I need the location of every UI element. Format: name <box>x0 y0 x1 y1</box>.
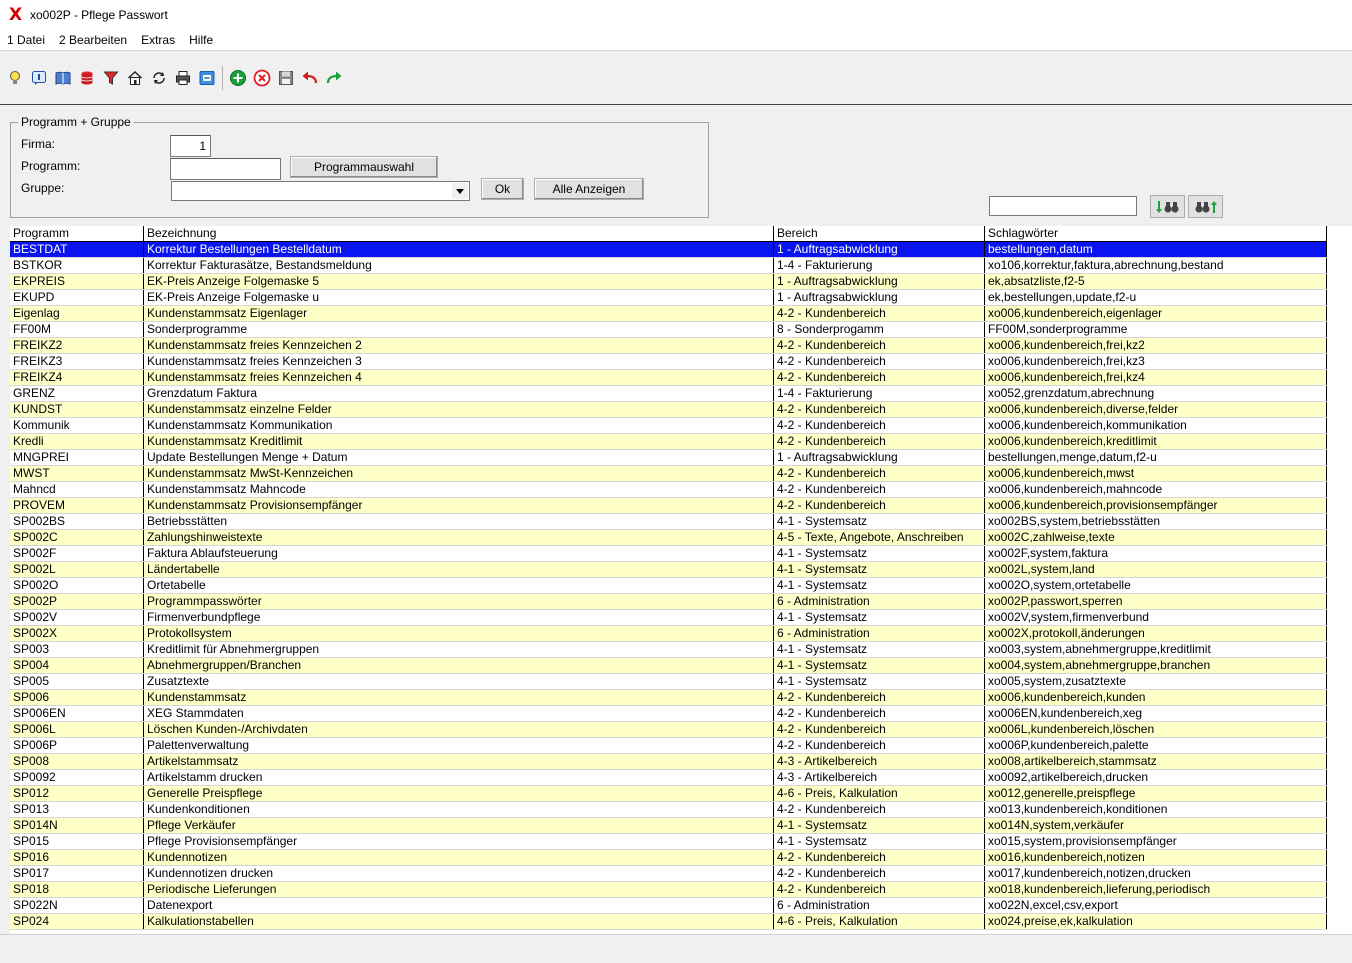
cell-bereich: 4-2 - Kundenbereich <box>774 706 985 721</box>
firma-input[interactable] <box>170 135 211 157</box>
cell-schlagwoerter: xo006,kundenbereich,mwst <box>985 466 1327 481</box>
cell-programm: SP002F <box>10 546 144 561</box>
cell-programm: SP002O <box>10 578 144 593</box>
cell-bereich: 4-2 - Kundenbereich <box>774 690 985 705</box>
cell-bereich: 4-1 - Systemsatz <box>774 578 985 593</box>
cell-bereich: 4-2 - Kundenbereich <box>774 866 985 881</box>
table-row[interactable] <box>10 594 1327 610</box>
cell-schlagwoerter: xo013,kundenbereich,konditionen <box>985 802 1327 817</box>
cell-programm: SP002BS <box>10 514 144 529</box>
table-row[interactable] <box>10 290 1327 306</box>
cell-bereich: 4-2 - Kundenbereich <box>774 722 985 737</box>
table-row[interactable] <box>10 578 1327 594</box>
cell-schlagwoerter: ek,absatzliste,f2-5 <box>985 274 1327 289</box>
cell-programm: SP006 <box>10 690 144 705</box>
cell-bereich: 4-1 - Systemsatz <box>774 546 985 561</box>
table-row[interactable] <box>10 434 1327 450</box>
cell-bereich: 4-2 - Kundenbereich <box>774 354 985 369</box>
cell-bezeichnung: Kundenstammsatz Kommunikation <box>144 418 774 433</box>
find-next-button[interactable] <box>1150 195 1185 218</box>
cell-bezeichnung: Kundenstammsatz Provisionsempfänger <box>144 498 774 513</box>
filter-icon[interactable] <box>99 66 123 90</box>
alle-anzeigen-button[interactable]: Alle Anzeigen <box>534 178 644 200</box>
table-row[interactable] <box>10 770 1327 786</box>
cell-bezeichnung: Sonderprogramme <box>144 322 774 337</box>
cell-bezeichnung: Abnehmergruppen/Branchen <box>144 658 774 673</box>
save-icon[interactable] <box>274 66 298 90</box>
minus-icon[interactable] <box>195 66 219 90</box>
cell-programm: SP005 <box>10 674 144 689</box>
cell-bezeichnung: EK-Preis Anzeige Folgemaske 5 <box>144 274 774 289</box>
binoculars-up-icon <box>1194 199 1218 215</box>
cell-schlagwoerter: xo006,kundenbereich,eigenlager <box>985 306 1327 321</box>
cell-programm: Mahncd <box>10 482 144 497</box>
cell-bereich: 4-1 - Systemsatz <box>774 610 985 625</box>
program-table <box>10 226 1327 934</box>
cell-programm: SP012 <box>10 786 144 801</box>
cell-bezeichnung: Programmpasswörter <box>144 594 774 609</box>
cell-bezeichnung: Update Bestellungen Menge + Datum <box>144 450 774 465</box>
cell-schlagwoerter: xo004,system,abnehmergruppe,branchen <box>985 658 1327 673</box>
cell-schlagwoerter: xo106,korrektur,faktura,abrechnung,bestand <box>985 258 1327 273</box>
cell-schlagwoerter: xo005,system,zusatztexte <box>985 674 1327 689</box>
toolbar-separator <box>222 66 223 90</box>
cell-programm: SP003 <box>10 642 144 657</box>
binoculars-down-icon <box>1156 199 1180 215</box>
menu-bar <box>0 30 1352 51</box>
table-row[interactable] <box>10 322 1327 338</box>
cell-bereich: 4-2 - Kundenbereich <box>774 402 985 417</box>
cell-programm: Eigenlag <box>10 306 144 321</box>
cell-bezeichnung: Kundenstammsatz einzelne Felder <box>144 402 774 417</box>
cell-bereich: 1-4 - Fakturierung <box>774 386 985 401</box>
cell-programm: SP006EN <box>10 706 144 721</box>
cell-schlagwoerter: xo014N,system,verkäufer <box>985 818 1327 833</box>
cell-programm: SP016 <box>10 850 144 865</box>
cell-bereich: 4-2 - Kundenbereich <box>774 434 985 449</box>
home-icon[interactable] <box>123 66 147 90</box>
cell-programm: SP006L <box>10 722 144 737</box>
cell-bereich: 8 - Sonderprogamm <box>774 322 985 337</box>
cell-bezeichnung: Protokollsystem <box>144 626 774 641</box>
cell-programm: SP002L <box>10 562 144 577</box>
gruppe-label: Gruppe: <box>21 181 65 195</box>
cell-bezeichnung: XEG Stammdaten <box>144 706 774 721</box>
table-row[interactable] <box>10 482 1327 498</box>
cell-schlagwoerter: xo008,artikelbereich,stammsatz <box>985 754 1327 769</box>
cell-schlagwoerter: xo006,kundenbereich,frei,kz2 <box>985 338 1327 353</box>
table-row[interactable] <box>10 546 1327 562</box>
cell-schlagwoerter: xo012,generelle,preispflege <box>985 786 1327 801</box>
grid-empty-area <box>1327 226 1352 934</box>
cell-bereich: 4-2 - Kundenbereich <box>774 850 985 865</box>
cell-bereich: 4-2 - Kundenbereich <box>774 738 985 753</box>
cell-schlagwoerter: xo002X,protokoll,änderungen <box>985 626 1327 641</box>
app-logo: X <box>9 5 23 25</box>
cell-bereich: 1 - Auftragsabwicklung <box>774 274 985 289</box>
cell-bezeichnung: Generelle Preispflege <box>144 786 774 801</box>
table-row[interactable] <box>10 466 1327 482</box>
cell-bezeichnung: Pflege Verkäufer <box>144 818 774 833</box>
cell-schlagwoerter: xo0092,artikelbereich,drucken <box>985 770 1327 785</box>
cell-bezeichnung: Ortetabelle <box>144 578 774 593</box>
table-row[interactable] <box>10 402 1327 418</box>
cell-bezeichnung: Kundennotizen drucken <box>144 866 774 881</box>
cell-programm: SP002V <box>10 610 144 625</box>
cell-schlagwoerter: xo006EN,kundenbereich,xeg <box>985 706 1327 721</box>
cell-bezeichnung: Kundennotizen <box>144 850 774 865</box>
table-row[interactable] <box>10 626 1327 642</box>
cell-schlagwoerter: xo006,kundenbereich,kunden <box>985 690 1327 705</box>
cell-schlagwoerter: bestellungen,menge,datum,f2-u <box>985 450 1327 465</box>
cell-programm: EKUPD <box>10 290 144 305</box>
cell-bereich: 1-4 - Fakturierung <box>774 258 985 273</box>
table-row[interactable] <box>10 242 1327 258</box>
table-row[interactable] <box>10 450 1327 466</box>
cell-bezeichnung: Ländertabelle <box>144 562 774 577</box>
refresh-icon[interactable] <box>147 66 171 90</box>
cell-bereich: 6 - Administration <box>774 594 985 609</box>
redo-icon[interactable] <box>322 66 346 90</box>
cell-programm: SP006P <box>10 738 144 753</box>
group-title: Programm + Gruppe <box>18 115 134 129</box>
cell-bezeichnung: Kundenstammsatz Mahncode <box>144 482 774 497</box>
cell-bereich: 4-1 - Systemsatz <box>774 834 985 849</box>
cell-programm: Kredli <box>10 434 144 449</box>
menu-datei[interactable]: 1 Datei <box>7 33 46 47</box>
cell-schlagwoerter: xo002F,system,faktura <box>985 546 1327 561</box>
book-icon[interactable] <box>51 66 75 90</box>
cell-bezeichnung: Kundenstammsatz freies Kennzeichen 3 <box>144 354 774 369</box>
cell-programm: EKPREIS <box>10 274 144 289</box>
cell-schlagwoerter: xo006,kundenbereich,frei,kz3 <box>985 354 1327 369</box>
column-header-programm[interactable]: Programm <box>10 226 144 241</box>
table-row[interactable] <box>10 258 1327 274</box>
cell-programm: FF00M <box>10 322 144 337</box>
cell-bereich: 4-6 - Preis, Kalkulation <box>774 786 985 801</box>
table-row[interactable] <box>10 690 1327 706</box>
cell-bereich: 4-3 - Artikelbereich <box>774 754 985 769</box>
cell-bereich: 4-2 - Kundenbereich <box>774 418 985 433</box>
cell-schlagwoerter: xo006,kundenbereich,kommunikation <box>985 418 1327 433</box>
table-row[interactable] <box>10 850 1327 866</box>
cell-schlagwoerter: xo018,kundenbereich,lieferung,periodisch <box>985 882 1327 897</box>
cell-programm: KUNDST <box>10 402 144 417</box>
programmauswahl-button[interactable]: Programmauswahl <box>290 156 438 178</box>
cell-bezeichnung: EK-Preis Anzeige Folgemaske u <box>144 290 774 305</box>
programm-label: Programm: <box>21 159 81 173</box>
cell-bezeichnung: Kreditlimit für Abnehmergruppen <box>144 642 774 657</box>
cell-bezeichnung: Korrektur Bestellungen Bestelldatum <box>144 242 774 257</box>
cell-bezeichnung: Korrektur Fakturasätze, Bestandsmeldung <box>144 258 774 273</box>
table-row[interactable] <box>10 738 1327 754</box>
cell-bezeichnung: Kalkulationstabellen <box>144 914 774 929</box>
cell-bezeichnung: Kundenstammsatz freies Kennzeichen 4 <box>144 370 774 385</box>
cell-programm: SP002P <box>10 594 144 609</box>
cell-schlagwoerter: bestellungen,datum <box>985 242 1327 257</box>
cell-programm: SP002X <box>10 626 144 641</box>
cell-schlagwoerter: xo006L,kundenbereich,löschen <box>985 722 1327 737</box>
cell-bereich: 4-2 - Kundenbereich <box>774 466 985 481</box>
cell-bezeichnung: Artikelstammsatz <box>144 754 774 769</box>
cell-bezeichnung: Zahlungshinweistexte <box>144 530 774 545</box>
cell-bezeichnung: Löschen Kunden-/Archivdaten <box>144 722 774 737</box>
cell-bereich: 4-3 - Artikelbereich <box>774 770 985 785</box>
cell-bereich: 4-1 - Systemsatz <box>774 514 985 529</box>
delete-icon[interactable] <box>250 66 274 90</box>
cell-bezeichnung: Grenzdatum Faktura <box>144 386 774 401</box>
cell-programm: SP018 <box>10 882 144 897</box>
info-icon[interactable] <box>27 66 51 90</box>
add-icon[interactable] <box>226 66 250 90</box>
lightbulb-icon[interactable] <box>3 66 27 90</box>
cell-schlagwoerter: xo017,kundenbereich,notizen,drucken <box>985 866 1327 881</box>
programm-input[interactable] <box>170 158 281 180</box>
table-row[interactable] <box>10 338 1327 354</box>
cell-bereich: 4-1 - Systemsatz <box>774 674 985 689</box>
cell-bezeichnung: Faktura Ablaufsteuerung <box>144 546 774 561</box>
table-row[interactable] <box>10 354 1327 370</box>
table-row[interactable] <box>10 562 1327 578</box>
cell-schlagwoerter: ek,bestellungen,update,f2-u <box>985 290 1327 305</box>
table-row[interactable] <box>10 530 1327 546</box>
cell-schlagwoerter: xo006,kundenbereich,diverse,felder <box>985 402 1327 417</box>
cell-bereich: 4-1 - Systemsatz <box>774 642 985 657</box>
menu-bearbeiten[interactable]: 2 Bearbeiten <box>59 33 128 47</box>
cell-bereich: 4-2 - Kundenbereich <box>774 482 985 497</box>
cell-programm: SP015 <box>10 834 144 849</box>
cell-bereich: 4-2 - Kundenbereich <box>774 882 985 897</box>
cell-programm: SP002C <box>10 530 144 545</box>
cell-schlagwoerter: xo006P,kundenbereich,palette <box>985 738 1327 753</box>
cell-schlagwoerter: xo002P,passwort,sperren <box>985 594 1327 609</box>
cell-schlagwoerter: xo002BS,system,betriebsstätten <box>985 514 1327 529</box>
cell-bezeichnung: Zusatztexte <box>144 674 774 689</box>
table-row[interactable] <box>10 370 1327 386</box>
cell-bezeichnung: Kundenstammsatz Kreditlimit <box>144 434 774 449</box>
cell-programm: SP014N <box>10 818 144 833</box>
cell-programm: SP004 <box>10 658 144 673</box>
cell-bereich: 4-1 - Systemsatz <box>774 818 985 833</box>
cell-schlagwoerter: xo003,system,abnehmergruppe,kreditlimit <box>985 642 1327 657</box>
print-icon[interactable] <box>171 66 195 90</box>
cell-schlagwoerter: xo002V,system,firmenverbund <box>985 610 1327 625</box>
cell-schlagwoerter: xo052,grenzdatum,abrechnung <box>985 386 1327 401</box>
table-row[interactable] <box>10 866 1327 882</box>
table-row[interactable] <box>10 706 1327 722</box>
column-header-bezeichnung[interactable]: Bezeichnung <box>144 226 774 241</box>
cell-bezeichnung: Pflege Provisionsempfänger <box>144 834 774 849</box>
cell-schlagwoerter: xo002C,zahlweise,texte <box>985 530 1327 545</box>
table-row[interactable] <box>10 386 1327 402</box>
cell-schlagwoerter: xo002O,system,ortetabelle <box>985 578 1327 593</box>
table-row[interactable] <box>10 610 1327 626</box>
cell-bezeichnung: Firmenverbundpflege <box>144 610 774 625</box>
table-row[interactable] <box>10 642 1327 658</box>
cell-bereich: 4-2 - Kundenbereich <box>774 498 985 513</box>
table-row[interactable] <box>10 802 1327 818</box>
table-row[interactable] <box>10 914 1327 930</box>
cell-bezeichnung: Palettenverwaltung <box>144 738 774 753</box>
cell-schlagwoerter: xo024,preise,ek,kalkulation <box>985 914 1327 929</box>
cell-programm: SP024 <box>10 914 144 929</box>
programm-gruppe-groupbox <box>10 115 709 218</box>
table-row[interactable] <box>10 818 1327 834</box>
table-header <box>10 226 1327 242</box>
cell-programm: SP017 <box>10 866 144 881</box>
cell-bezeichnung: Periodische Lieferungen <box>144 882 774 897</box>
cell-bezeichnung: Betriebsstätten <box>144 514 774 529</box>
cell-programm: FREIKZ4 <box>10 370 144 385</box>
cell-programm: FREIKZ2 <box>10 338 144 353</box>
cell-programm: Kommunik <box>10 418 144 433</box>
table-row[interactable] <box>10 898 1327 914</box>
cell-bereich: 6 - Administration <box>774 898 985 913</box>
cell-schlagwoerter: xo006,kundenbereich,frei,kz4 <box>985 370 1327 385</box>
table-row[interactable] <box>10 754 1327 770</box>
table-row[interactable] <box>10 786 1327 802</box>
cell-schlagwoerter: xo006,kundenbereich,provisionsempfänger <box>985 498 1327 513</box>
cell-bezeichnung: Kundenstammsatz Eigenlager <box>144 306 774 321</box>
cell-bereich: 1 - Auftragsabwicklung <box>774 450 985 465</box>
cell-bereich: 4-5 - Texte, Angebote, Anschreiben <box>774 530 985 545</box>
cell-bezeichnung: Datenexport <box>144 898 774 913</box>
cell-schlagwoerter: xo022N,excel,csv,export <box>985 898 1327 913</box>
cell-programm: MNGPREI <box>10 450 144 465</box>
cell-programm: SP022N <box>10 898 144 913</box>
cell-bereich: 4-6 - Preis, Kalkulation <box>774 914 985 929</box>
cell-programm: FREIKZ3 <box>10 354 144 369</box>
cell-schlagwoerter: FF00M,sonderprogramme <box>985 322 1327 337</box>
cell-schlagwoerter: xo006,kundenbereich,mahncode <box>985 482 1327 497</box>
table-row[interactable] <box>10 274 1327 290</box>
ok-button[interactable]: Ok <box>481 178 524 200</box>
cell-bereich: 4-2 - Kundenbereich <box>774 338 985 353</box>
table-row[interactable] <box>10 418 1327 434</box>
gruppe-select[interactable] <box>171 181 470 201</box>
cell-bezeichnung: Kundenkonditionen <box>144 802 774 817</box>
status-bar <box>0 934 1352 963</box>
cell-programm: SP013 <box>10 802 144 817</box>
table-row[interactable] <box>10 674 1327 690</box>
table-row[interactable] <box>10 882 1327 898</box>
cell-programm: PROVEM <box>10 498 144 513</box>
cell-bereich: 6 - Administration <box>774 626 985 641</box>
cell-bereich: 4-1 - Systemsatz <box>774 658 985 673</box>
table-row[interactable] <box>10 834 1327 850</box>
cell-bereich: 4-2 - Kundenbereich <box>774 802 985 817</box>
cell-bereich: 4-2 - Kundenbereich <box>774 306 985 321</box>
cell-bezeichnung: Kundenstammsatz <box>144 690 774 705</box>
cell-programm: SP008 <box>10 754 144 769</box>
chevron-down-icon[interactable] <box>452 183 468 199</box>
menu-hilfe[interactable]: Hilfe <box>189 33 214 47</box>
table-row[interactable] <box>10 498 1327 514</box>
column-header-schlagwoerter[interactable]: Schlagwörter <box>985 226 1327 241</box>
table-row[interactable] <box>10 514 1327 530</box>
cell-schlagwoerter: xo002L,system,land <box>985 562 1327 577</box>
cell-bereich: 4-1 - Systemsatz <box>774 562 985 577</box>
firma-label: Firma: <box>21 137 55 151</box>
table-row[interactable] <box>10 306 1327 322</box>
cell-programm: BESTDAT <box>10 242 144 257</box>
database-icon[interactable] <box>75 66 99 90</box>
table-row[interactable] <box>10 658 1327 674</box>
cell-schlagwoerter: xo006,kundenbereich,kreditlimit <box>985 434 1327 449</box>
table-row[interactable] <box>10 722 1327 738</box>
toolbar <box>0 52 1352 105</box>
cell-bezeichnung: Artikelstamm drucken <box>144 770 774 785</box>
find-prev-button[interactable] <box>1188 195 1223 218</box>
cell-schlagwoerter: xo015,system,provisionsempfänger <box>985 834 1327 849</box>
table-body <box>10 242 1327 930</box>
search-input[interactable] <box>989 196 1137 216</box>
cell-programm: MWST <box>10 466 144 481</box>
menu-extras[interactable]: Extras <box>141 33 176 47</box>
cell-bereich: 1 - Auftragsabwicklung <box>774 290 985 305</box>
cell-programm: SP0092 <box>10 770 144 785</box>
cell-bereich: 4-2 - Kundenbereich <box>774 370 985 385</box>
undo-icon[interactable] <box>298 66 322 90</box>
cell-programm: GRENZ <box>10 386 144 401</box>
title-bar <box>0 0 1352 30</box>
cell-schlagwoerter: xo016,kundenbereich,notizen <box>985 850 1327 865</box>
cell-bezeichnung: Kundenstammsatz MwSt-Kennzeichen <box>144 466 774 481</box>
cell-bereich: 1 - Auftragsabwicklung <box>774 242 985 257</box>
column-header-bereich[interactable]: Bereich <box>774 226 985 241</box>
window-title: xo002P - Pflege Passwort <box>30 8 168 22</box>
cell-bezeichnung: Kundenstammsatz freies Kennzeichen 2 <box>144 338 774 353</box>
cell-programm: BSTKOR <box>10 258 144 273</box>
